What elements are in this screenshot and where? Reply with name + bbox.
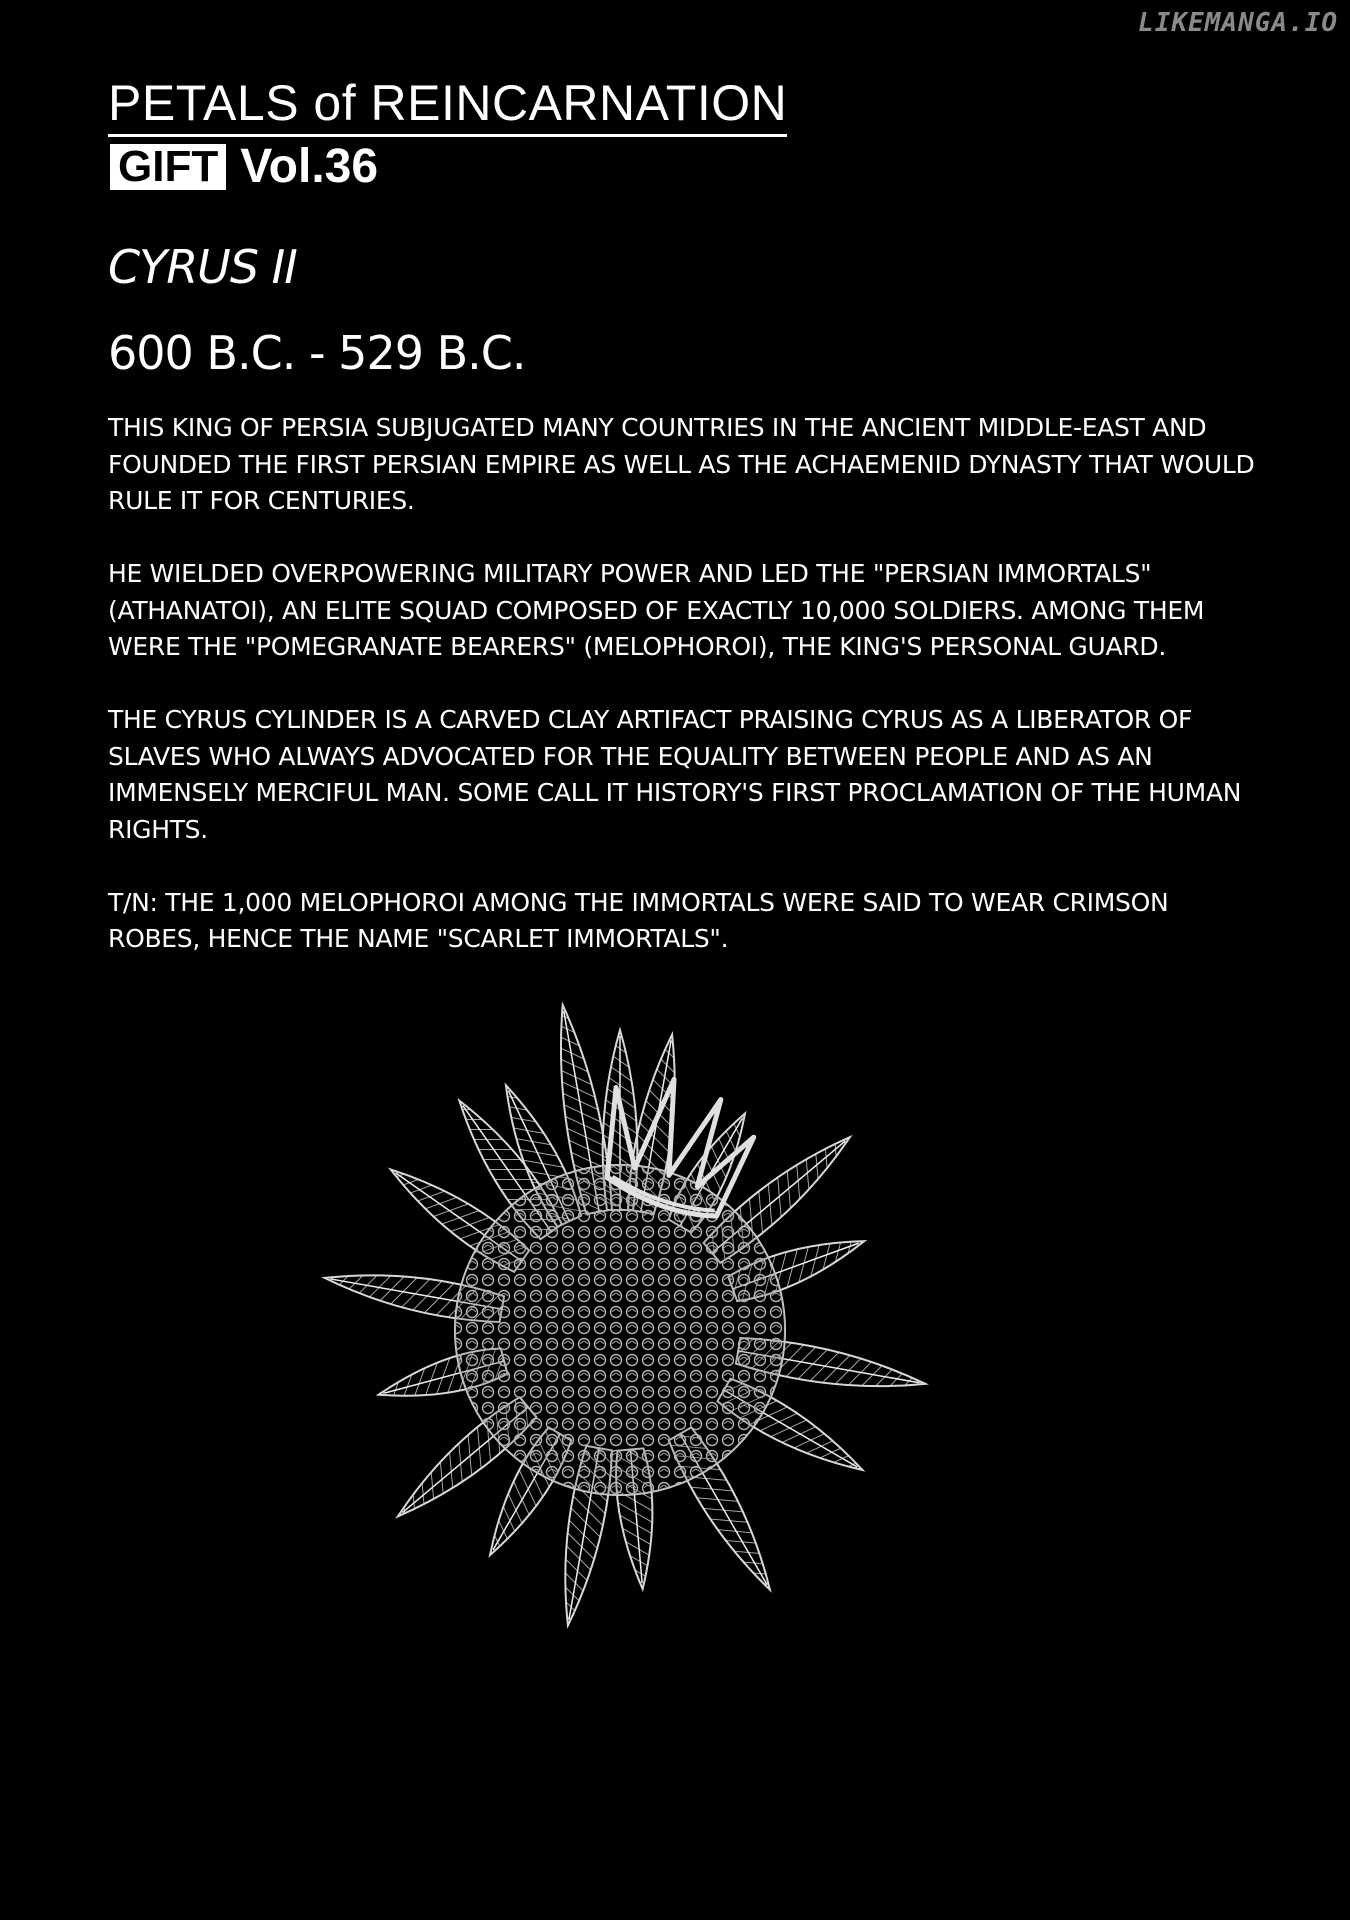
subject-name: CYRUS II bbox=[108, 240, 297, 294]
site-watermark: LIKEMANGA.IO bbox=[1138, 8, 1338, 38]
translator-note: T/N: THE 1,000 MELOPHOROI AMONG THE IMMORTALS WERE SAID TO WEAR CRIMSON ROBES, HENCE THE NAME "SCARLET IMMORTALS". bbox=[108, 887, 1169, 953]
gift-badge: GIFT bbox=[110, 144, 226, 190]
description-text bbox=[108, 410, 1258, 994]
series-title: PETALS of REINCARNATION bbox=[108, 74, 787, 137]
volume-number: Vol.36 bbox=[240, 140, 379, 193]
subject-dates: 600 B.C. - 529 B.C. bbox=[108, 326, 526, 380]
paragraph-cylinder: THE CYRUS CYLINDER IS A CARVED CLAY ARTIFACT PRAISING CYRUS AS A LIBERATOR OF SLAVES WHO ALWAYS ADVOCATED FOR THE EQUALITY BETWEEN PEOPLE AND AS AN IMMENSELY MERCIFUL MAN. SOME CALL IT HISTORY'S FIRST PROCLAMATION OF THE HUMAN RIGHTS. bbox=[108, 705, 1242, 844]
paragraph-immortals: HE WIELDED OVERPOWERING MILITARY POWER AND LED THE "PERSIAN IMMORTALS" (ATHANATOI), AN ELITE SQUAD COMPOSED OF EXACTLY 10,000 SOLDIERS. AMONG THEM WERE THE "POMEGRANATE BEARERS" (MELOPHOROI), THE KING'S PERSONAL GUARD. bbox=[108, 559, 1205, 661]
paragraph-biography: THIS KING OF PERSIA SUBJUGATED MANY COUNTRIES IN THE ANCIENT MIDDLE-EAST AND FOUNDED THE FIRST PERSIAN EMPIRE AS WELL AS THE ACHAEMENID DYNASTY THAT WOULD RULE IT FOR CENTURIES. bbox=[108, 413, 1255, 515]
volume-header bbox=[110, 140, 379, 193]
flower-with-crown-icon bbox=[160, 1000, 1120, 1790]
